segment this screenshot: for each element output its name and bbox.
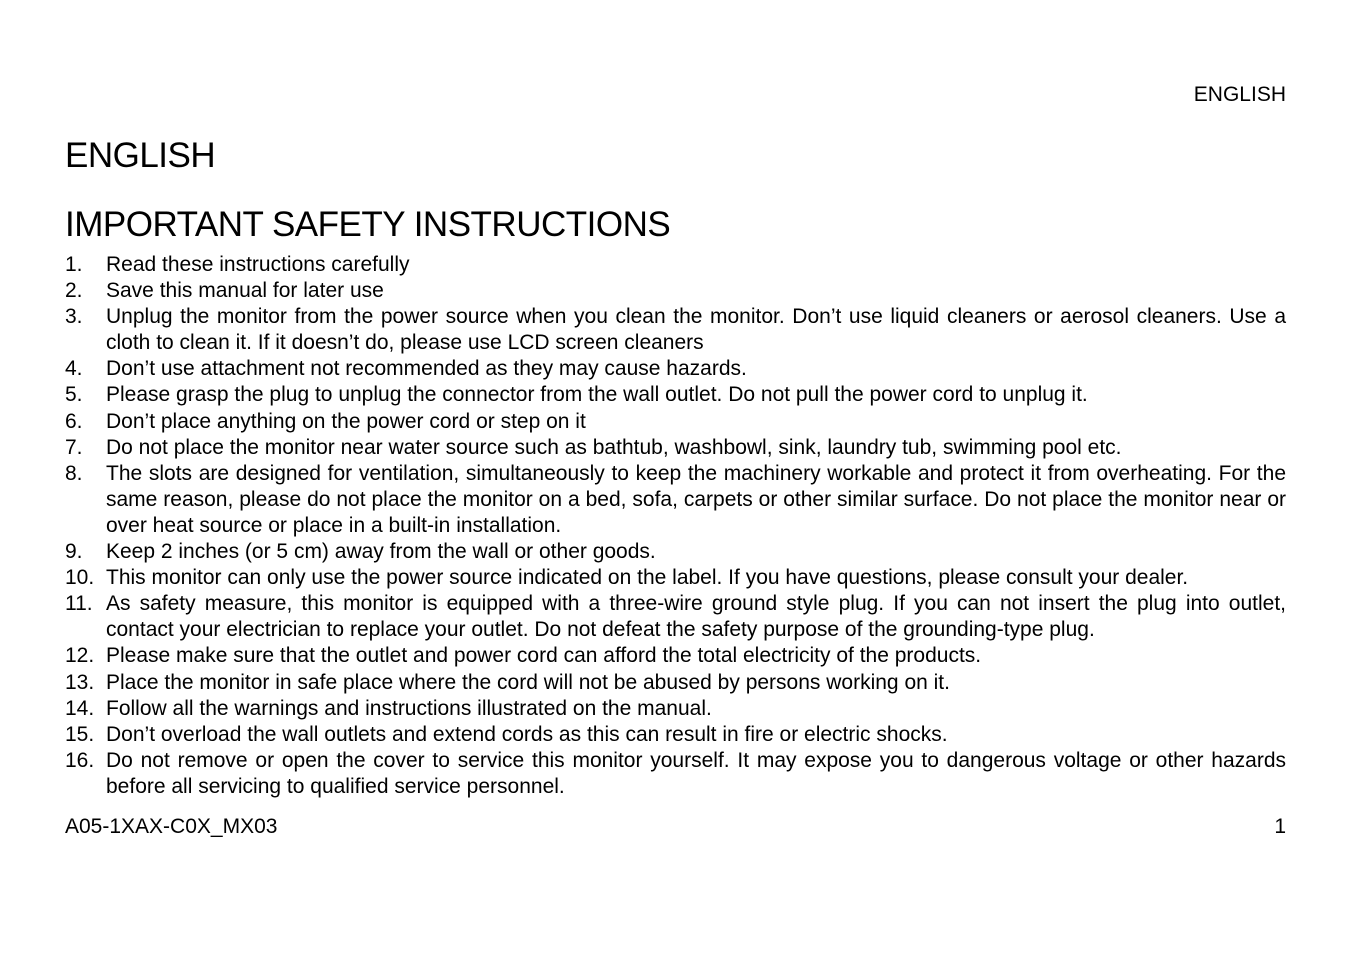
list-item-text: Don’t place anything on the power cord or step on it (106, 409, 586, 433)
page-number: 1 (1274, 815, 1286, 838)
list-item-text: Follow all the warnings and instructions illustrated on the manual. (106, 696, 712, 720)
header-language-label: ENGLISH (1193, 83, 1286, 106)
list-item-number: 11. (65, 592, 93, 616)
list-item-text: Place the monitor in safe place where the cord will not be abused by persons working on it. (106, 670, 950, 694)
section-title: ENGLISH (65, 136, 216, 175)
list-item-number: 8. (65, 461, 83, 485)
list-item (65, 696, 1286, 722)
list-item (65, 591, 1286, 643)
list-item-number: 9. (65, 540, 83, 564)
list-item (65, 748, 1286, 800)
list-item-number: 10. (65, 566, 95, 590)
list-item-number: 3. (65, 305, 83, 329)
list-item-number: 16. (65, 748, 95, 772)
list-item-text: The slots are designed for ventilation, simultaneously to keep the machinery workable and protect it from overheating. For the same reason, please do not place the monitor on a bed, sofa, carpets or other similar surface. Do not place the monitor near or over heat source or place in a built-in installation. (106, 461, 1286, 537)
list-item (65, 722, 1286, 748)
list-item-number: 2. (65, 279, 83, 303)
list-item-text: This monitor can only use the power source indicated on the label. If you have questions, please consult your dealer. (106, 566, 1189, 590)
list-item-number: 5. (65, 383, 83, 407)
list-item (65, 409, 1286, 435)
list-item (65, 565, 1286, 591)
instruction-list (65, 252, 1286, 800)
document-code: A05-1XAX-C0X_MX03 (65, 815, 278, 838)
list-item-text: Don’t overload the wall outlets and extend cords as this can result in fire or electric shocks. (106, 722, 948, 746)
list-item (65, 461, 1286, 539)
list-item (65, 252, 1286, 278)
list-item-text: Read these instructions carefully (106, 253, 410, 276)
list-item (65, 304, 1286, 356)
list-item (65, 356, 1286, 382)
page-title: IMPORTANT SAFETY INSTRUCTIONS (65, 205, 671, 244)
list-item-text: Save this manual for later use (106, 279, 384, 303)
list-item-text: Keep 2 inches (or 5 cm) away from the wall or other goods. (106, 540, 656, 564)
list-item (65, 435, 1286, 461)
list-item-text: Do not remove or open the cover to service this monitor yourself. It may expose you to dangerous voltage or other hazards before all servicing to qualified service personnel. (106, 748, 1286, 798)
list-item (65, 278, 1286, 304)
list-item-text: Do not place the monitor near water source such as bathtub, washbowl, sink, laundry tub, swimming pool etc. (106, 435, 1122, 459)
list-item-number: 1. (65, 253, 83, 276)
list-item-number: 7. (65, 435, 83, 459)
list-item (65, 643, 1286, 669)
list-item-number: 14. (65, 696, 95, 720)
list-item-number: 6. (65, 409, 83, 433)
list-item-number: 13. (65, 670, 95, 694)
list-item-text: As safety measure, this monitor is equipped with a three-wire ground style plug. If you can not insert the plug into outlet, contact your electrician to replace your outlet. Do not defeat the safety purpose of the grounding-type plug. (106, 592, 1286, 642)
list-item (65, 382, 1286, 408)
list-item-number: 4. (65, 357, 83, 381)
list-item-text: Please grasp the plug to unplug the connector from the wall outlet. Do not pull the power cord to unplug it. (106, 383, 1088, 407)
list-item-number: 12. (65, 644, 95, 668)
list-item-number: 15. (65, 722, 95, 746)
list-item-text: Unplug the monitor from the power source when you clean the monitor. Don’t use liquid cleaners or aerosol cleaners. Use a cloth to clean it. If it doesn’t do, please use LCD screen cleaners (106, 305, 1286, 355)
list-item (65, 670, 1286, 696)
list-item-text: Don’t use attachment not recommended as they may cause hazards. (106, 357, 747, 381)
list-item (65, 539, 1286, 565)
list-item-text: Please make sure that the outlet and power cord can afford the total electricity of the products. (106, 644, 982, 668)
